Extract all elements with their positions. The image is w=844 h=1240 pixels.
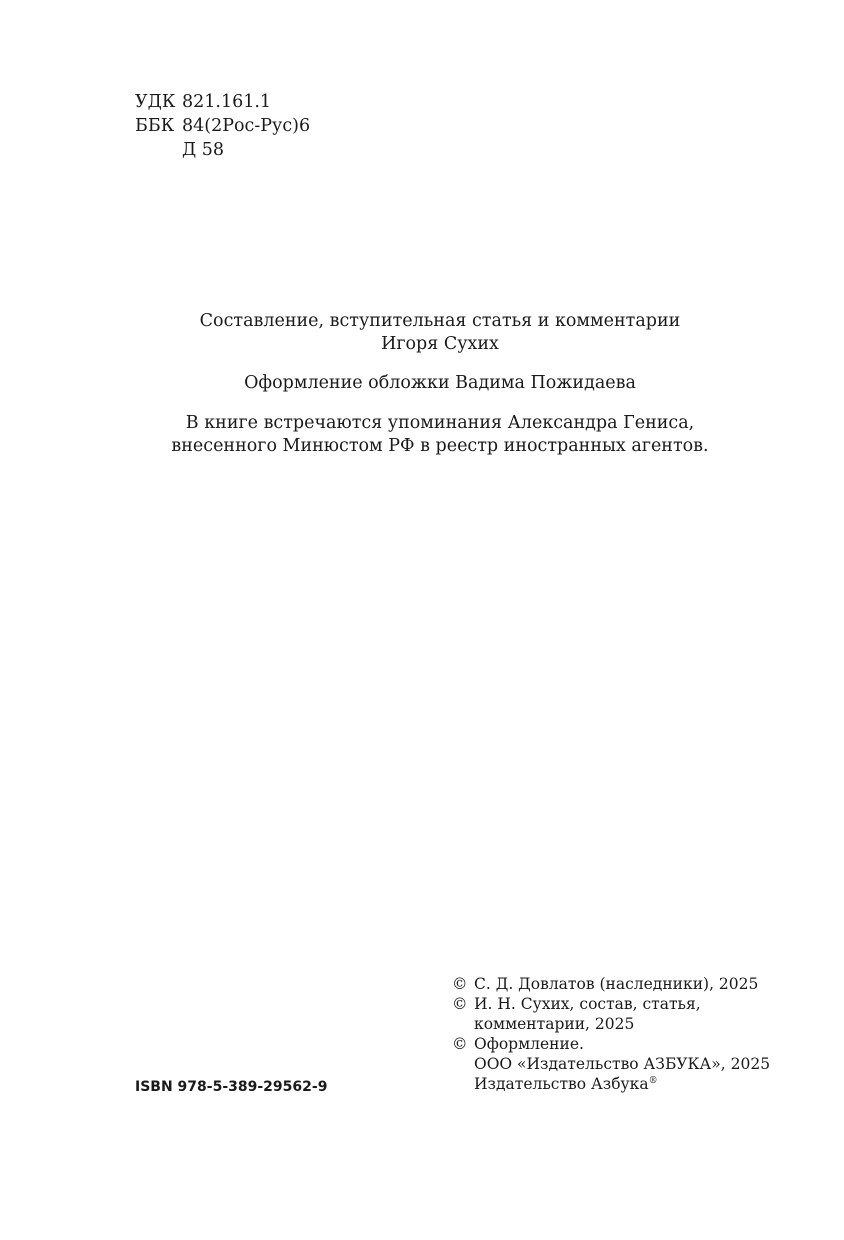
publisher-name: Издательство Азбука — [474, 1075, 649, 1093]
copyright-line: комментарии, 2025 — [474, 1015, 635, 1033]
isbn: ISBN 978-5-389-29562-9 — [135, 1079, 328, 1095]
registered-mark: ® — [648, 1075, 658, 1086]
publisher-line — [474, 1074, 770, 1094]
bbk-value: 84(2Рос-Рус)6 — [182, 116, 311, 136]
bbk-row — [135, 114, 310, 138]
copyright-symbol: © — [452, 975, 468, 993]
notice-line-2: внесенного Минюстом РФ в реестр иностранных агентов. — [171, 436, 709, 456]
copyright-symbol: © — [452, 995, 468, 1013]
udk-row — [135, 90, 310, 114]
author-sign-row — [135, 138, 310, 162]
compiler-line-1: Составление, вступительная статья и комментарии — [199, 311, 681, 331]
compiler-credit — [100, 310, 780, 356]
copyright-line: С. Д. Довлатов (наследники), 2025 — [474, 975, 759, 993]
foreign-agent-notice — [100, 412, 780, 458]
compiler-line-2: Игоря Сухих — [381, 334, 499, 354]
copyright-line: Оформление. — [474, 1035, 584, 1053]
cover-design-credit — [100, 372, 780, 395]
copyright-line: ООО «Издательство АЗБУКА», 2025 — [474, 1055, 771, 1073]
copyright-block — [452, 974, 770, 1094]
copyright-entry — [452, 974, 770, 994]
author-sign: Д 58 — [182, 140, 225, 160]
copyright-entry — [452, 994, 770, 1034]
notice-line-1: В книге встречаются упоминания Александра Гениса, — [185, 413, 695, 433]
copyright-line: И. Н. Сухих, состав, статья, — [474, 995, 701, 1013]
classification-block — [135, 90, 310, 162]
bbk-label: ББК — [135, 116, 175, 136]
cover-design-line: Оформление обложки Вадима Пожидаева — [244, 373, 636, 393]
copyright-symbol: © — [452, 1035, 468, 1053]
copyright-entry — [452, 1034, 770, 1094]
udk-label: УДК — [135, 92, 176, 112]
udk-value: 821.161.1 — [182, 92, 272, 112]
